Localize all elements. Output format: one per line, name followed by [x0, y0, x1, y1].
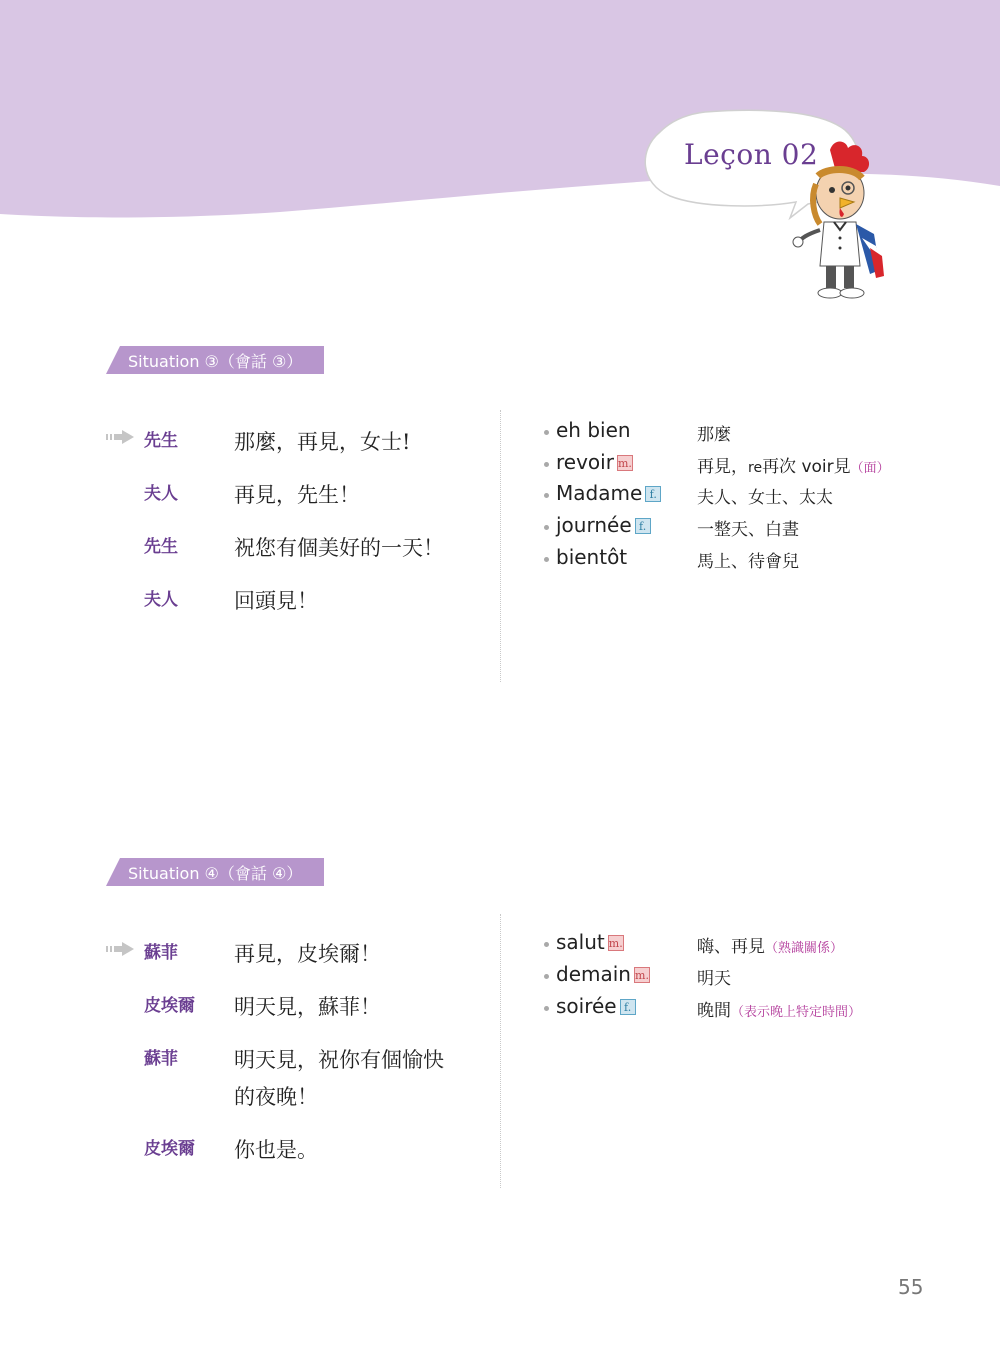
dialogue-text: 祝您有個美好的一天！ [234, 536, 444, 560]
dialogue-text: 你也是。 [234, 1138, 318, 1162]
situation-4-label: Situation ④（會話 ④） [128, 864, 303, 883]
vocab-word: eh bien [556, 418, 631, 442]
vocab-item [544, 450, 964, 480]
vocab-word: salut m. [556, 930, 623, 954]
vocab-word: bientôt [556, 545, 628, 569]
situation-3-label: Situation ③（會話 ③） [128, 352, 303, 371]
feminine-badge: f. [635, 518, 651, 534]
vocab-meaning: 再見，re再次 voir見（面） [697, 457, 890, 477]
situation-4-tag [106, 858, 324, 886]
vocab-note: （熟識關係） [765, 941, 844, 956]
speaker-name: 夫人 [144, 590, 178, 610]
dialogue-text: 那麼，再見，女士! [234, 430, 411, 454]
vocab-meaning: 明天 [697, 969, 731, 989]
dialogue-text: 明天見，祝你有個愉快的夜晚！ [234, 1048, 444, 1109]
speaker-name: 蘇菲 [144, 1049, 178, 1069]
vocab-word: soirée f. [556, 994, 636, 1018]
vocab-meaning: 馬上、待會兒 [697, 552, 799, 572]
vocab-item [544, 513, 964, 543]
vocab-item [544, 930, 964, 960]
speaker-name: 夫人 [144, 484, 178, 504]
speaker-name: 蘇菲 [144, 943, 178, 963]
bullet-dot [544, 1006, 549, 1011]
vocab-word: revoir m. [556, 450, 632, 474]
arrow-right-icon [106, 430, 134, 444]
bullet-dot [544, 430, 549, 435]
dialogue-text: 再見，皮埃爾！ [234, 942, 381, 966]
bullet-dot [544, 462, 549, 467]
dialogue-situation-4 [106, 932, 486, 1182]
vocab-item [544, 962, 964, 992]
speaker-name: 皮埃爾 [144, 996, 195, 1016]
column-divider [500, 914, 501, 1188]
dialogue-text: 回頭見！ [234, 589, 318, 613]
vocab-note: （面） [850, 461, 890, 476]
dialogue-text: 再見，先生！ [234, 483, 360, 507]
speaker-name: 先生 [144, 431, 178, 451]
vocab-item [544, 481, 964, 511]
bullet-dot [544, 525, 549, 530]
masculine-badge: m. [608, 937, 623, 950]
vocab-list-situation-4 [544, 930, 964, 1030]
rooster-mascot-icon [790, 138, 890, 308]
vocab-meaning: 夫人、女士、太太 [697, 488, 833, 508]
speaker-name: 皮埃爾 [144, 1139, 195, 1159]
dialogue-text: 明天見，蘇菲！ [234, 995, 381, 1019]
masculine-badge: m. [617, 457, 632, 470]
bullet-dot [544, 557, 549, 562]
vocab-meaning: 晚間（表示晚上特定時間） [697, 1001, 862, 1021]
bullet-dot [544, 493, 549, 498]
vocab-list-situation-3 [544, 418, 964, 588]
vocab-item [544, 545, 964, 575]
vocab-word: journée f. [556, 513, 651, 537]
arrow-right-icon [106, 942, 134, 956]
page-number: 55 [898, 1275, 924, 1299]
bullet-dot [544, 974, 549, 979]
vocab-word: demain m. [556, 962, 649, 986]
feminine-badge: f. [620, 999, 636, 1015]
vocab-item [544, 994, 964, 1024]
vocab-meaning: 嗨、再見（熟識關係） [697, 937, 844, 957]
bullet-dot [544, 942, 549, 947]
vocab-item [544, 418, 964, 448]
vocab-word: Madame f. [556, 481, 661, 505]
feminine-badge: f. [645, 486, 661, 502]
masculine-badge: m. [635, 969, 649, 982]
vocab-meaning: 那麼 [697, 425, 731, 445]
situation-3-tag [106, 346, 324, 374]
lesson-title: Leçon 02 [684, 138, 819, 171]
vocab-note: （表示晚上特定時間） [731, 1005, 862, 1020]
column-divider [500, 410, 501, 682]
vocab-meaning: 一整天、白晝 [697, 520, 799, 540]
dialogue-situation-3 [106, 420, 486, 640]
speaker-name: 先生 [144, 537, 178, 557]
